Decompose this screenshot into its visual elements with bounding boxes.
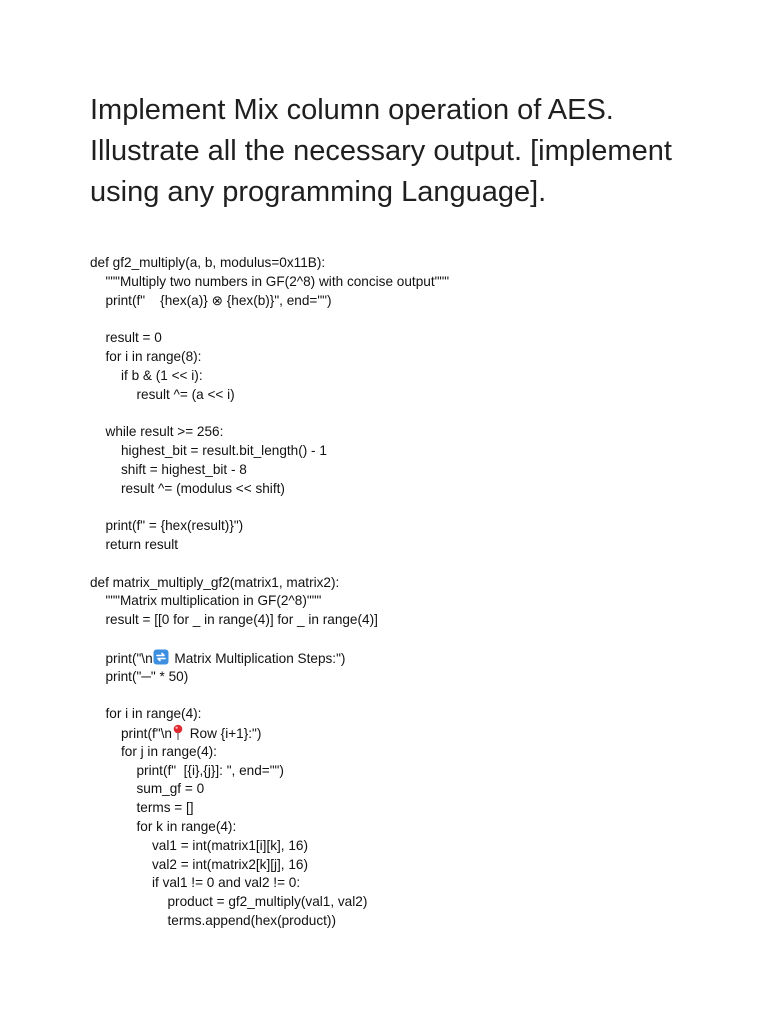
code-line <box>90 348 449 367</box>
code-line <box>90 480 449 499</box>
code-text: sum_gf = 0 <box>136 781 205 797</box>
code-line <box>90 442 449 461</box>
code-line <box>90 912 449 931</box>
code-line <box>90 404 449 423</box>
code-text: def matrix_multiply_gf2(matrix1, matrix2): <box>90 574 340 590</box>
code-text: product = gf2_multiply(val1, val2) <box>167 894 368 910</box>
code-line <box>90 536 449 555</box>
code-line <box>90 762 449 781</box>
code-text: val1 = int(matrix1[i][k], 16) <box>152 837 309 853</box>
code-text: result = [[0 for _ in range(4)] for _ in range(4)] <box>105 612 378 628</box>
code-text: return result <box>105 536 179 552</box>
code-line <box>90 461 449 480</box>
code-line <box>90 649 449 668</box>
code-text: result ^= (modulus << shift) <box>121 480 285 496</box>
code-line <box>90 856 449 875</box>
code-block <box>90 254 449 931</box>
code-text: for j in range(4): <box>121 743 217 759</box>
code-text: def gf2_multiply(a, b, modulus=0x11B): <box>90 255 326 270</box>
code-text: print("\n <box>105 650 153 666</box>
code-text: terms = [] <box>136 800 194 816</box>
code-text: for i in range(8): <box>105 348 202 364</box>
heading-line: Illustrate all the necessary output. [implement <box>90 135 672 167</box>
code-line <box>90 498 449 517</box>
code-line <box>90 423 449 442</box>
code-line <box>90 780 449 799</box>
code-line <box>90 574 449 593</box>
code-line <box>90 874 449 893</box>
code-text: Matrix Multiplication Steps:") <box>170 650 346 666</box>
code-line <box>90 818 449 837</box>
code-text: for i in range(4): <box>105 706 202 722</box>
code-line <box>90 799 449 818</box>
code-line <box>90 837 449 856</box>
code-line <box>90 310 449 329</box>
code-line <box>90 592 449 611</box>
code-line <box>90 367 449 386</box>
code-text: highest_bit = result.bit_length() - 1 <box>121 442 327 458</box>
code-line <box>90 555 449 574</box>
code-line <box>90 686 449 705</box>
code-line <box>90 893 449 912</box>
code-line <box>90 292 449 311</box>
code-text: print(f" {hex(a)} ⊗ {hex(b)}", end="") <box>105 292 332 308</box>
heading-line: Implement Mix column operation of AES. <box>90 94 614 126</box>
code-line <box>90 254 449 273</box>
code-line <box>90 386 449 405</box>
code-text: terms.append(hex(product)) <box>167 912 336 928</box>
code-text: result ^= (a << i) <box>136 386 235 402</box>
code-line <box>90 329 449 348</box>
code-text: """Matrix multiplication in GF(2^8)""" <box>105 593 322 609</box>
code-text: Row {i+1}:") <box>185 725 262 741</box>
code-line <box>90 705 449 724</box>
question-heading <box>90 90 710 213</box>
code-text: if val1 != 0 and val2 != 0: <box>152 875 301 891</box>
code-line <box>90 630 449 649</box>
code-text: result = 0 <box>105 330 162 346</box>
code-line <box>90 743 449 762</box>
code-line <box>90 611 449 630</box>
code-line <box>90 668 449 687</box>
code-text: shift = highest_bit - 8 <box>121 461 247 477</box>
code-text: print(f" [{i},{j}]: ", end="") <box>136 762 284 778</box>
code-line <box>90 724 449 743</box>
code-text: for k in range(4): <box>136 818 237 834</box>
code-text: """Multiply two numbers in GF(2^8) with concise output""" <box>105 273 450 289</box>
code-text: if b & (1 << i): <box>121 367 203 383</box>
heading-line: using any programming Language]. <box>90 176 547 208</box>
code-line <box>90 517 449 536</box>
code-text: val2 = int(matrix2[k][j], 16) <box>152 856 309 872</box>
code-text: print("─" * 50) <box>105 668 189 684</box>
code-text: while result >= 256: <box>105 424 224 440</box>
code-line <box>90 273 449 292</box>
code-text: print(f" = {hex(result)}") <box>105 518 244 534</box>
code-text: print(f"\n <box>121 725 172 741</box>
